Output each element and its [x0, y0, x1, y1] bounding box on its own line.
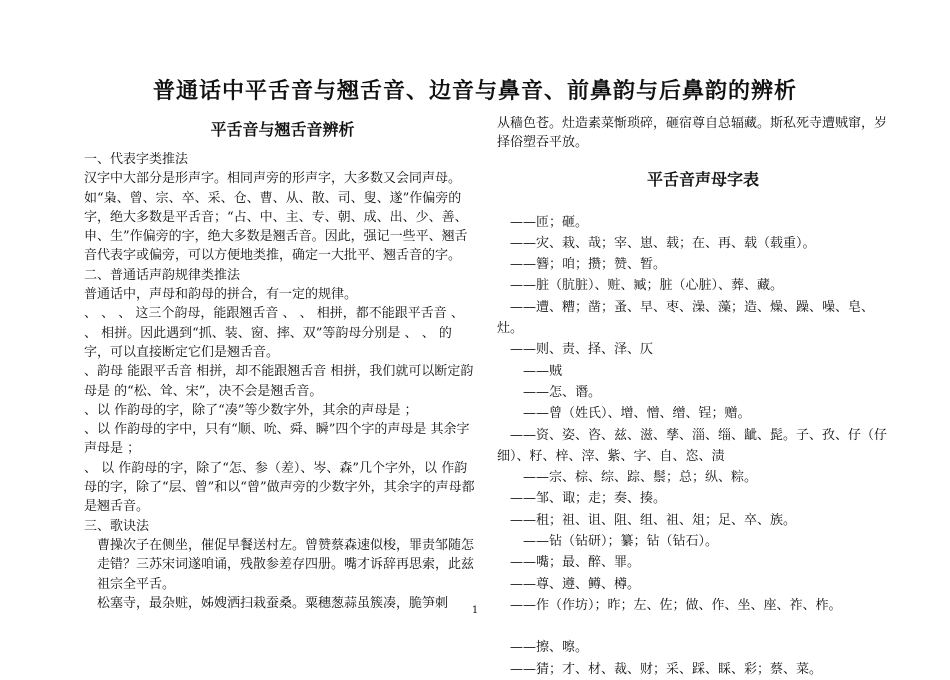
list-item: ——脏（肮脏）、赃、臧；脏（心脏）、葬、藏。	[510, 278, 784, 294]
list-item: ——钻（钻研）；纂；钻（钻石）。	[523, 534, 719, 550]
paragraph: 、以 作韵母的字，除了“凑”等少数字外，其余的声母是 ；	[84, 402, 418, 418]
paragraph: 从穑色苍。灶造素菜惭琐碎，砸宿尊自总辐藏。斯私死寺遭贼窜，岁择俗塑吞平放。	[497, 116, 888, 151]
list-item: ——资、姿、咨、兹、滋、孳、淄、缁、龇、髭。子、孜、仔（仔细）、籽、梓、滓、紫、字、自、恣、渍	[497, 427, 888, 464]
paragraph: 、 、 、 这三个韵母，能跟翘舌音 、 、 相拼，都不能跟平舌音 、 、 相拼。因此遇到“抓、装、窗、摔、双”等韵母分别是 、 、 的字，可以直接断定它们是翘舌音。	[84, 306, 464, 360]
list-item: ——擦、嚓。	[510, 640, 589, 656]
list-item: ——簪；咱；攒；赞、暂。	[510, 257, 667, 273]
spacer	[497, 616, 889, 637]
list-item: ——作（作坊）；昨；左、佐；做、作、坐、座、祚、柞。	[510, 597, 842, 613]
list-item: ——邹、诹；走；奏、揍。	[510, 491, 667, 507]
list-item: ——嘴；最、醉、罪。	[510, 555, 641, 571]
list-item: ——曾（姓氏）、增、憎、缯、锃；赠。	[523, 406, 751, 422]
list-item: ——租；祖、诅、阻、组、祖、俎；足、卒、族。	[510, 512, 797, 528]
paragraph: 、 以 作韵母的字，除了“怎、参（差）、岑、森”几个字外，以 作韵母的字，除了“层、曾”和以“曾”做声旁的少数字外，其余字的声母都是翘舌音。	[84, 460, 475, 515]
section-heading: 平舌音与翘舌音辨析	[210, 120, 355, 139]
paragraph: 曹操次子在侧坐，催促早餐送村左。曾赞蔡森速似梭，罪责邹随怎走错？三苏宋词遂咱诵，残散参差存四册。嘴才诉辞再思索，此兹祖宗全平舌。	[97, 537, 475, 592]
right-column	[497, 114, 889, 680]
paragraph: 松塞寺，最杂赃，姊嫂洒扫栽蚕桑。粟穗葱蒜虽簇凑，脆笋刺	[97, 595, 449, 611]
paragraph: 汉字中大部分是形声字。相同声旁的形声字，大多数又会同声母。如“枭、曾、宗、卒、采、仓、曹、从、散、司、叟、遂”作偏旁的字，绝大多数是平舌音；“占、中、主、专、朝、成、出、少、善、申、生”作偏旁的字，绝大多数是翘舌音。因此，强记一些平、翘舌音代表字或偏旁，可以方便地类推，确定一大批平、翘舌音的字。	[84, 171, 468, 264]
page-title: 普通话中平舌音与翘舌音、边音与鼻音、前鼻韵与后鼻韵的辨析	[152, 79, 797, 104]
left-column	[84, 114, 476, 613]
paragraph: 普通话中，声母和韵母的拼合，有一定的规律。	[84, 287, 358, 303]
list-item: ——贼	[523, 363, 563, 379]
subheading: 二、普通话声韵规律类推法	[84, 267, 241, 283]
list-item: ——匝；砸。	[510, 214, 589, 230]
list-item: ——宗、棕、综、踪、鬃；总；纵、粽。	[523, 470, 758, 486]
subheading: 三、歌诀法	[84, 518, 150, 534]
list-item: ——则、责、择、泽、仄	[510, 342, 654, 358]
list-item: ——猜；才、材、裁、财；采、踩、睬、彩；蔡、菜。	[510, 661, 823, 677]
list-item: ——尊、遵、鳟、樽。	[510, 576, 641, 592]
paragraph: 、韵母 能跟平舌音 相拼，却不能跟翘舌音 相拼，我们就可以断定韵母是 的“松、耸、宋”，决不会是翘舌音。	[84, 364, 474, 399]
list-item: ——遭、糟；凿；蚤、早、枣、澡、藻；造、燥、躁、噪、皂、灶。	[497, 299, 875, 337]
list-item: ——怎、谮。	[523, 384, 602, 400]
paragraph: 、以 作韵母的字中，只有“顺、吮、舜、瞬”四个字的声母是 其余字声母是 ；	[84, 422, 470, 457]
list-item: ——灾、栽、哉；宰、崽、载；在、再、载（载重）。	[510, 235, 816, 251]
section-heading: 平舌音声母字表	[646, 169, 759, 189]
subheading: 一、代表字类推法	[84, 152, 189, 167]
page-number: 1	[471, 605, 479, 616]
